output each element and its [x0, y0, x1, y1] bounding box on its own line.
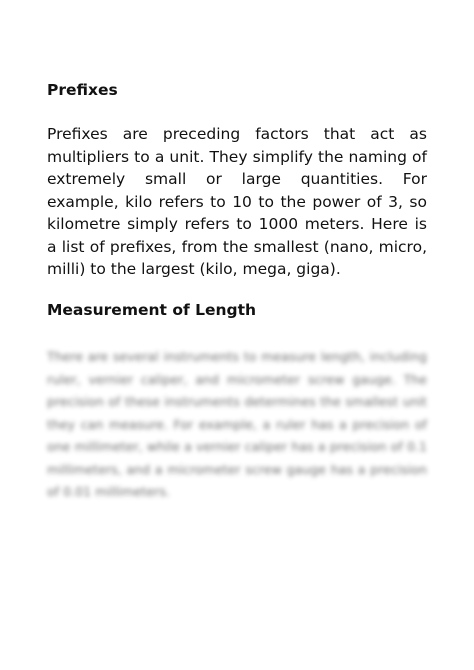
section-heading-measurement-of-length: Measurement of Length: [47, 301, 257, 319]
section-heading-prefixes: Prefixes: [47, 81, 118, 99]
section-body-prefixes: Prefixes are preceding factors that act as multipliers to a unit. They simplify the naming of extremely small or large quantities. For example, kilo refers to 10 to the power of 3, so kilometre simply refers to 1000 meters. Here is a list of prefixes, from the smallest (nano, micro, milli) to the largest (kilo, mega, giga).: [47, 125, 427, 278]
section-body-measurement-of-length-blurred: There are several instruments to measure length, including ruler, vernier caliper, and micrometer screw gauge. The precision of these instruments determines the smallest unit they can measure. For example, a ruler has a precision of one millimeter, while a vernier caliper has a precision of 0.1 millimeters, and a micrometer screw gauge has a precision of 0.01 millimeters.: [47, 349, 427, 499]
